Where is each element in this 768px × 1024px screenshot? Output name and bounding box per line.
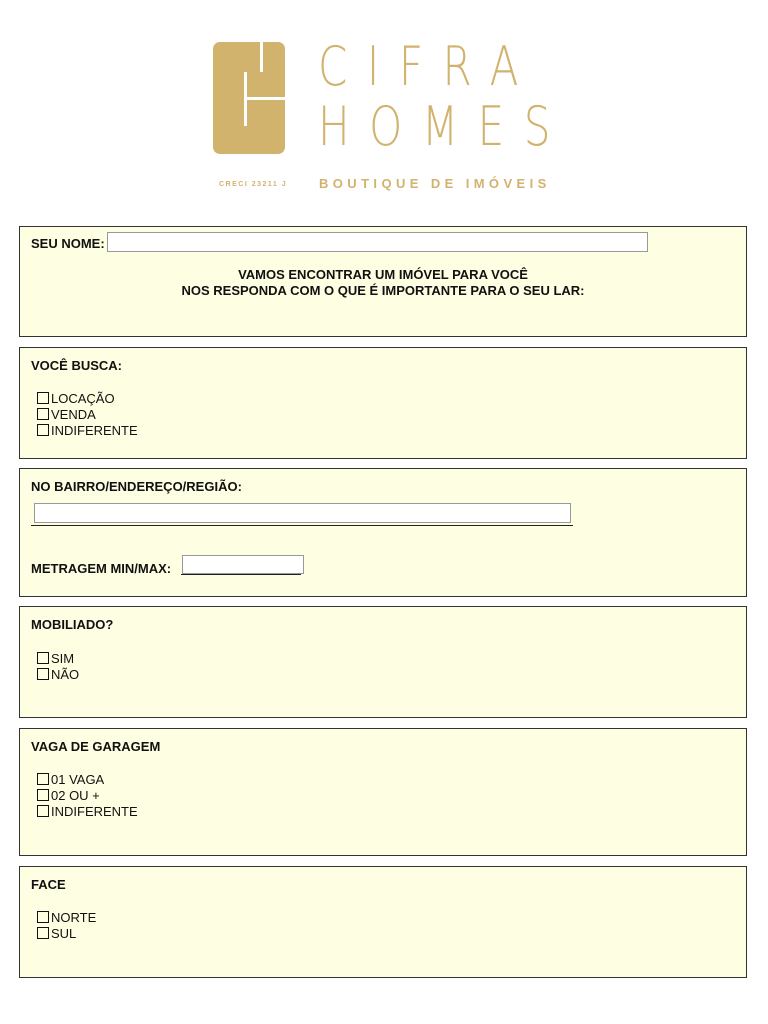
face-section <box>19 866 747 978</box>
search-type-section <box>19 347 747 459</box>
option-label: NÃO <box>51 666 80 682</box>
option-sul[interactable] <box>37 925 76 941</box>
checkbox[interactable] <box>37 911 49 923</box>
name-section <box>19 226 747 337</box>
checkbox[interactable] <box>37 392 49 404</box>
garage-section <box>19 728 747 856</box>
option-label: SUL <box>51 925 77 941</box>
option-norte[interactable] <box>37 909 96 925</box>
name-label: SEU NOME: <box>31 236 105 251</box>
location-input[interactable] <box>34 503 571 523</box>
checkbox[interactable] <box>37 773 49 785</box>
name-input[interactable] <box>107 232 648 252</box>
furnished-section <box>19 606 747 718</box>
search-type-label: VOCÊ BUSCA: <box>31 358 123 373</box>
option-label: 02 OU + <box>51 787 100 803</box>
brand-tagline: BOUTIQUE DE IMÓVEIS <box>319 176 551 191</box>
metragem-label: METRAGEM MIN/MAX: <box>31 561 172 576</box>
metragem-input[interactable] <box>182 555 304 574</box>
furnished-label: MOBILIADO? <box>31 617 114 632</box>
location-label: NO BAIRRO/ENDEREÇO/REGIÃO: <box>31 479 242 494</box>
checkbox[interactable] <box>37 424 49 436</box>
option-indiferente[interactable] <box>37 422 138 438</box>
option-label: NORTE <box>51 909 97 925</box>
logo-mark-icon <box>213 42 285 154</box>
option-indiferente[interactable] <box>37 803 138 819</box>
option-label: 01 VAGA <box>51 771 105 787</box>
garage-label: VAGA DE GARAGEM <box>31 739 161 754</box>
option-01-vaga[interactable] <box>37 771 104 787</box>
checkbox[interactable] <box>37 668 49 680</box>
option-locacao[interactable] <box>37 390 115 406</box>
intro-line-2: NOS RESPONDA COM O QUE É IMPORTANTE PARA O SEU LAR: <box>181 283 585 298</box>
location-section <box>19 468 747 597</box>
option-nao[interactable] <box>37 666 79 682</box>
metragem-underline <box>181 574 301 575</box>
option-02-ou-mais[interactable] <box>37 787 100 803</box>
option-label: INDIFERENTE <box>51 422 138 438</box>
checkbox[interactable] <box>37 408 49 420</box>
checkbox[interactable] <box>37 789 49 801</box>
option-label: INDIFERENTE <box>51 803 138 819</box>
brand-name-line1: CIFRA <box>318 35 538 98</box>
option-sim[interactable] <box>37 650 74 666</box>
option-label: LOCAÇÃO <box>51 390 115 406</box>
location-underline <box>31 525 573 526</box>
intro-line-1: VAMOS ENCONTRAR UM IMÓVEL PARA VOCÊ <box>238 267 528 282</box>
option-venda[interactable] <box>37 406 96 422</box>
face-label: FACE <box>31 877 66 892</box>
option-label: SIM <box>51 650 75 666</box>
checkbox[interactable] <box>37 805 49 817</box>
creci-number: CRECI 23211 J <box>219 181 288 188</box>
checkbox[interactable] <box>37 652 49 664</box>
checkbox[interactable] <box>37 927 49 939</box>
brand-name-line2: HOMES <box>318 95 571 158</box>
option-label: VENDA <box>51 406 96 422</box>
